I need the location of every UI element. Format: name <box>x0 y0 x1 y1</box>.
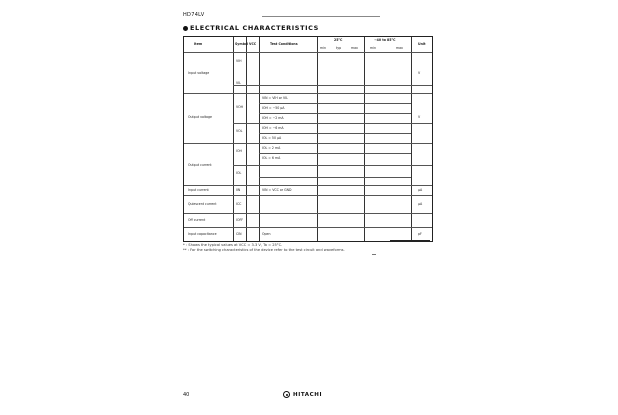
symbol-cell: IIN <box>236 188 241 192</box>
col-header-conditions: Test Conditions <box>270 42 298 46</box>
hitachi-logo-icon <box>283 391 290 398</box>
symbol-cell: VIL <box>236 81 241 85</box>
symbol-cell: IOL <box>236 171 242 175</box>
col-header-min: min <box>370 46 377 50</box>
condition-cell: IOL = 2 mA <box>262 146 281 150</box>
col-header-vcc: VCC <box>249 42 257 46</box>
row-label-output-current: Output current <box>188 163 212 167</box>
col-divider <box>259 37 260 241</box>
col-divider <box>317 37 318 241</box>
footnote-1: * : Shows the typical values at VCC = 3.3 V, Ta = 25°C. <box>183 243 283 247</box>
condition-cell: IOH = −2 mA <box>262 116 284 120</box>
row-label-output-voltage: Output voltage <box>188 115 212 119</box>
condition-cell: IOH = −50 µA <box>262 106 285 110</box>
condition-cell: VIN = VCC or GND <box>262 188 292 192</box>
condition-cell: VIN = VIH or VIL <box>262 96 288 100</box>
unit-cell: µA <box>418 188 423 192</box>
col-header-max: max <box>351 46 358 50</box>
row-divider <box>259 103 411 104</box>
brand-logo <box>283 391 322 398</box>
col-header-item: Item <box>194 42 203 46</box>
header-rule <box>262 16 380 17</box>
brand-name: HITACHI <box>293 391 323 398</box>
col-divider <box>411 37 412 241</box>
condition-cell: IOL = 6 mA <box>262 156 281 160</box>
row-label-input-capacitance: Input capacitance <box>188 232 217 236</box>
symbol-cell: VIH <box>236 59 242 63</box>
row-divider <box>233 165 432 166</box>
unit-cell: µA <box>418 202 423 206</box>
footnote-2: ** : For the switching characteristics of the device refer to the test circuit and waveforms. <box>183 248 345 252</box>
symbol-cell: CIN <box>236 232 242 236</box>
col-divider <box>364 37 365 241</box>
row-divider <box>233 85 432 86</box>
characteristics-table <box>183 36 433 242</box>
condition-cell: IOL = 50 µA <box>262 136 282 140</box>
row-divider <box>184 195 432 196</box>
col-divider <box>246 37 247 241</box>
condition-cell: IOH = −6 mA <box>262 126 284 130</box>
table-foot-rule <box>390 240 430 241</box>
page-number: 40 <box>183 392 190 398</box>
symbol-cell: IOFF <box>236 218 244 222</box>
col-header-unit: Unit <box>418 42 426 46</box>
header-divider <box>184 52 432 53</box>
row-label-quiescent-current: Quiescent current <box>188 202 217 206</box>
symbol-cell: ICC <box>236 202 242 206</box>
row-label-input-current: Input current <box>188 188 209 192</box>
symbol-cell: VOL <box>236 129 243 133</box>
bullet-icon <box>183 26 188 31</box>
col-header-symbol: Symbol <box>235 42 249 46</box>
row-divider <box>184 93 432 94</box>
symbol-cell: IOH <box>236 149 242 153</box>
row-label-input-voltage: Input voltage <box>188 71 210 75</box>
row-divider <box>259 113 411 114</box>
note-dash <box>372 254 376 255</box>
symbol-cell: VOH <box>236 105 244 109</box>
footnotes <box>183 243 345 253</box>
row-divider <box>259 153 411 154</box>
row-divider <box>184 227 432 228</box>
row-label-off-current: Off current <box>188 218 206 222</box>
section-title <box>183 24 319 32</box>
col-header-ta85: −40 to 85°C <box>374 38 396 42</box>
row-divider <box>184 185 432 186</box>
unit-cell: V <box>418 115 421 119</box>
col-header-min: min <box>320 46 327 50</box>
col-header-ta25: 25°C <box>334 38 343 42</box>
section-title-text: ELECTRICAL CHARACTERISTICS <box>190 24 319 32</box>
part-number-header: HD74LV <box>183 12 205 18</box>
row-divider <box>259 133 411 134</box>
condition-cell: Open <box>262 232 271 236</box>
col-header-typ: typ <box>336 46 342 50</box>
unit-cell: pF <box>418 232 422 236</box>
row-divider <box>233 123 432 124</box>
col-divider <box>233 37 234 241</box>
unit-cell: V <box>418 71 421 75</box>
row-divider <box>184 143 432 144</box>
col-header-max: max <box>396 46 403 50</box>
row-divider <box>259 177 411 178</box>
row-divider <box>184 213 432 214</box>
